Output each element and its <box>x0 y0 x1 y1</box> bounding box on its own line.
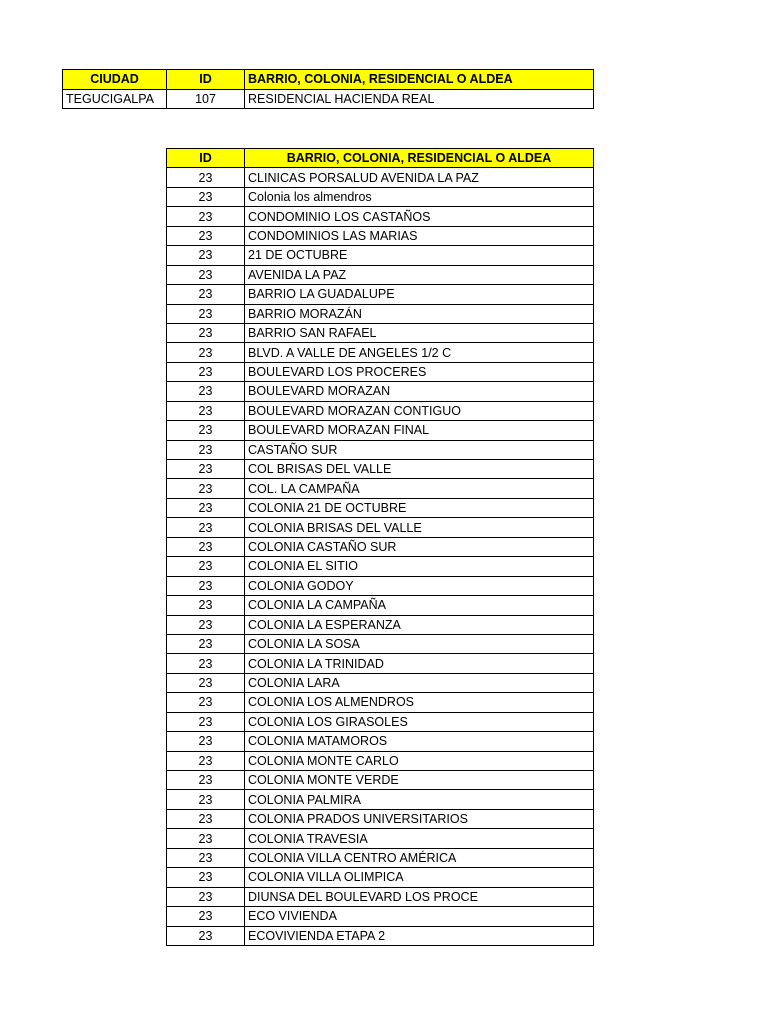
row-id: 23 <box>167 226 245 245</box>
table-row <box>167 285 594 304</box>
row-id: 23 <box>167 634 245 653</box>
row-area: BARRIO LA GUADALUPE <box>245 285 594 304</box>
row-area: Colonia los almendros <box>245 187 594 206</box>
row-id: 23 <box>167 421 245 440</box>
listing-table <box>166 148 594 946</box>
table-row <box>167 265 594 284</box>
row-area: COLONIA MONTE CARLO <box>245 751 594 770</box>
table-row <box>167 790 594 809</box>
row-area: CASTAÑO SUR <box>245 440 594 459</box>
row-id: 23 <box>167 868 245 887</box>
table-row <box>167 751 594 770</box>
row-area: CONDOMINIO LOS CASTAÑOS <box>245 207 594 226</box>
row-id: 23 <box>167 693 245 712</box>
row-id: 23 <box>167 498 245 517</box>
row-area: COLONIA CASTAÑO SUR <box>245 537 594 556</box>
row-id: 23 <box>167 479 245 498</box>
row-id: 23 <box>167 343 245 362</box>
row-area: COLONIA LA CAMPAÑA <box>245 596 594 615</box>
row-id: 23 <box>167 732 245 751</box>
table-row <box>167 479 594 498</box>
row-area: BARRIO SAN RAFAEL <box>245 323 594 342</box>
row-area: COLONIA LOS GIRASOLES <box>245 712 594 731</box>
row-id: 23 <box>167 207 245 226</box>
row-id: 23 <box>167 518 245 537</box>
row-area: COLONIA BRISAS DEL VALLE <box>245 518 594 537</box>
row-area: DIUNSA DEL BOULEVARD LOS PROCE <box>245 887 594 906</box>
row-area: COLONIA LA SOSA <box>245 634 594 653</box>
header-area: BARRIO, COLONIA, RESIDENCIAL O ALDEA <box>245 70 594 90</box>
row-area: 21 DE OCTUBRE <box>245 246 594 265</box>
row-area: COLONIA LARA <box>245 673 594 692</box>
row-id: 23 <box>167 848 245 867</box>
table-row <box>167 498 594 517</box>
table-row <box>167 382 594 401</box>
row-area: COLONIA EL SITIO <box>245 557 594 576</box>
row-id: 23 <box>167 615 245 634</box>
row-id: 23 <box>167 673 245 692</box>
table-row <box>167 868 594 887</box>
row-area: COLONIA MONTE VERDE <box>245 771 594 790</box>
row-id: 23 <box>167 790 245 809</box>
table-row <box>167 576 594 595</box>
table-row <box>167 654 594 673</box>
row-id: 23 <box>167 246 245 265</box>
row-area: COLONIA MATAMOROS <box>245 732 594 751</box>
row-id: 23 <box>167 829 245 848</box>
row-id: 23 <box>167 401 245 420</box>
row-id: 23 <box>167 362 245 381</box>
row-area: ECO VIVIENDA <box>245 907 594 926</box>
table-row <box>167 226 594 245</box>
table-row <box>167 168 594 187</box>
table-row <box>167 401 594 420</box>
row-area: COLONIA LA ESPERANZA <box>245 615 594 634</box>
table-row <box>167 537 594 556</box>
row-id: 23 <box>167 187 245 206</box>
row-area: COLONIA TRAVESIA <box>245 829 594 848</box>
header-id: ID <box>167 149 245 168</box>
row-area: COL. LA CAMPAÑA <box>245 479 594 498</box>
table-row <box>167 557 594 576</box>
summary-header-row <box>63 70 594 90</box>
row-area: COLONIA LOS ALMENDROS <box>245 693 594 712</box>
row-area: COLONIA LA TRINIDAD <box>245 654 594 673</box>
row-area: COLONIA VILLA CENTRO AMÉRICA <box>245 848 594 867</box>
row-id: 23 <box>167 596 245 615</box>
table-row <box>167 732 594 751</box>
row-id: 23 <box>167 751 245 770</box>
row-id: 23 <box>167 557 245 576</box>
table-row <box>167 518 594 537</box>
row-id: 23 <box>167 382 245 401</box>
row-id: 23 <box>167 440 245 459</box>
row-area: BOULEVARD MORAZAN FINAL <box>245 421 594 440</box>
row-id: 23 <box>167 809 245 828</box>
summary-table <box>62 69 594 109</box>
table-row <box>167 460 594 479</box>
cell-city: TEGUCIGALPA <box>63 89 167 109</box>
row-id: 23 <box>167 576 245 595</box>
table-row <box>167 207 594 226</box>
table-row <box>167 596 594 615</box>
row-id: 23 <box>167 265 245 284</box>
row-area: COLONIA VILLA OLIMPICA <box>245 868 594 887</box>
row-id: 23 <box>167 460 245 479</box>
table-row <box>167 304 594 323</box>
row-area: BOULEVARD LOS PROCERES <box>245 362 594 381</box>
row-area: COL BRISAS DEL VALLE <box>245 460 594 479</box>
listing-body <box>167 168 594 946</box>
table-row <box>167 421 594 440</box>
row-area: BLVD. A VALLE DE ANGELES 1/2 C <box>245 343 594 362</box>
row-area: CLINICAS PORSALUD AVENIDA LA PAZ <box>245 168 594 187</box>
header-area: BARRIO, COLONIA, RESIDENCIAL O ALDEA <box>245 149 594 168</box>
header-city: CIUDAD <box>63 70 167 90</box>
table-row <box>167 187 594 206</box>
row-area: ECOVIVIENDA ETAPA 2 <box>245 926 594 945</box>
row-area: COLONIA PALMIRA <box>245 790 594 809</box>
row-area: COLONIA GODOY <box>245 576 594 595</box>
summary-row <box>63 89 594 109</box>
table-row <box>167 887 594 906</box>
row-area: BOULEVARD MORAZAN CONTIGUO <box>245 401 594 420</box>
table-row <box>167 693 594 712</box>
row-area: AVENIDA LA PAZ <box>245 265 594 284</box>
table-row <box>167 712 594 731</box>
table-row <box>167 907 594 926</box>
header-id: ID <box>167 70 245 90</box>
table-row <box>167 440 594 459</box>
row-id: 23 <box>167 926 245 945</box>
table-row <box>167 323 594 342</box>
row-id: 23 <box>167 304 245 323</box>
row-id: 23 <box>167 654 245 673</box>
row-area: CONDOMINIOS LAS MARIAS <box>245 226 594 245</box>
table-row <box>167 615 594 634</box>
table-row <box>167 829 594 848</box>
table-row <box>167 673 594 692</box>
row-id: 23 <box>167 771 245 790</box>
table-row <box>167 246 594 265</box>
table-row <box>167 926 594 945</box>
cell-id: 107 <box>167 89 245 109</box>
table-row <box>167 848 594 867</box>
table-row <box>167 771 594 790</box>
row-id: 23 <box>167 285 245 304</box>
listing-header-row <box>167 149 594 168</box>
row-id: 23 <box>167 168 245 187</box>
row-id: 23 <box>167 712 245 731</box>
table-row <box>167 343 594 362</box>
table-row <box>167 809 594 828</box>
table-row <box>167 634 594 653</box>
row-area: COLONIA 21 DE OCTUBRE <box>245 498 594 517</box>
row-id: 23 <box>167 323 245 342</box>
row-id: 23 <box>167 537 245 556</box>
cell-area: RESIDENCIAL HACIENDA REAL <box>245 89 594 109</box>
row-id: 23 <box>167 887 245 906</box>
row-area: BARRIO MORAZÁN <box>245 304 594 323</box>
table-row <box>167 362 594 381</box>
row-area: COLONIA PRADOS UNIVERSITARIOS <box>245 809 594 828</box>
row-id: 23 <box>167 907 245 926</box>
row-area: BOULEVARD MORAZAN <box>245 382 594 401</box>
